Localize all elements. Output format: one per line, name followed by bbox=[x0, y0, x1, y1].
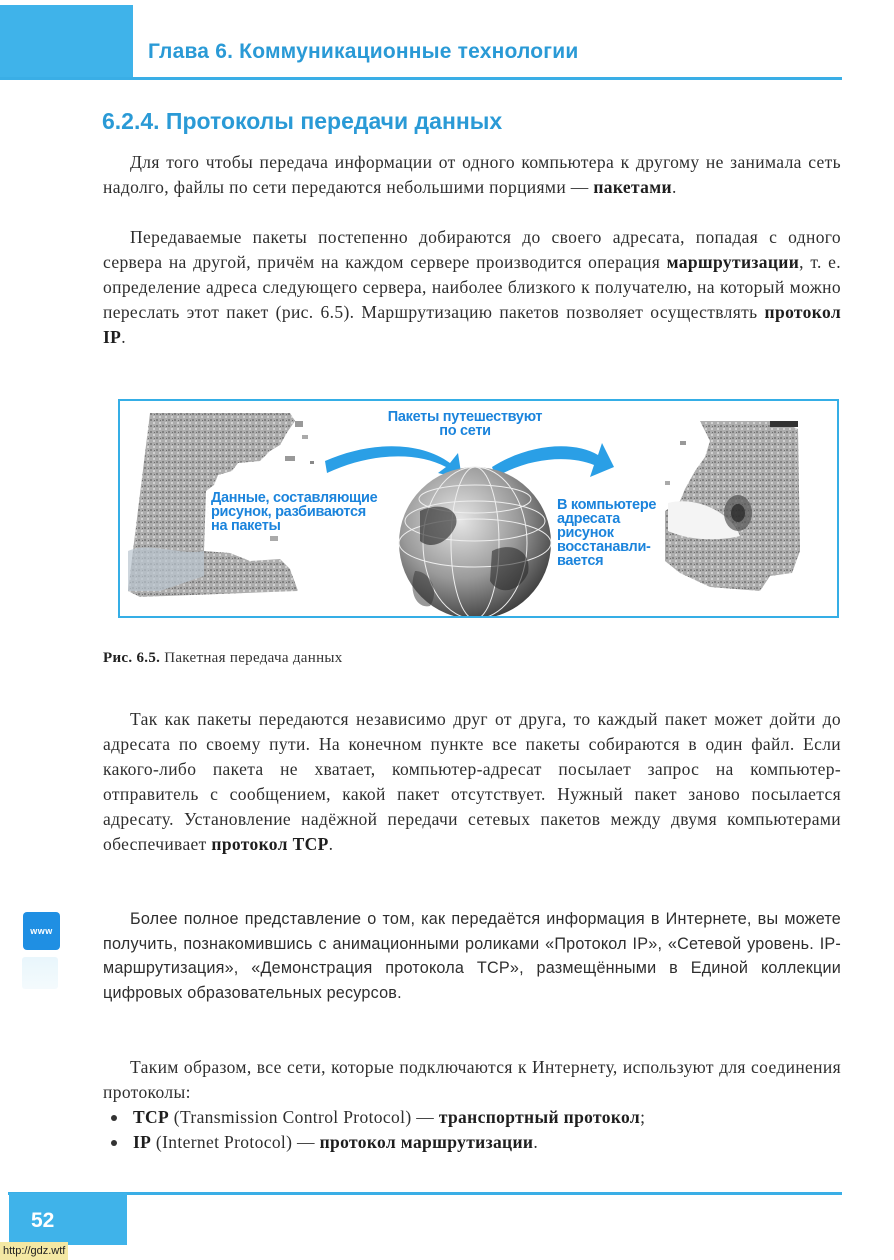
paragraph-tail: . bbox=[328, 834, 334, 854]
paragraph-web-resources: Более полное представление о том, как передаётся информация в Интернете, вы можете получить, познакомившись с анимационными роликами «Протокол IP», «Сетевой уровень. IP-маршрутизация», «Демонстрация протокола TCP», размещёнными в Единой коллекции цифровых образовательных ресурсов. bbox=[103, 910, 841, 1002]
protocol-role: протокол маршрутизации bbox=[319, 1132, 534, 1152]
caption-number: Рис. 6.5. bbox=[103, 650, 161, 666]
label-line: Пакеты путешествуют bbox=[387, 409, 543, 425]
label-data-split bbox=[211, 491, 377, 533]
list-item bbox=[103, 1105, 841, 1130]
caption-text: Пакетная передача данных bbox=[160, 650, 343, 666]
paragraph-text: Так как пакеты передаются независимо друг от друга, то каждый пакет может дойти до адресата по своему пути. На конечном пункте все пакеты собираются в один файл. Если какого-либо пакета не хватает, компьютер-адресат посылает запрос на компьютер-отправитель с сообщением, какой пакет отсутствует. Нужный пакет заново посылается адресату. Установление надёжной передачи сетевых пакетов между двумя компьютерами обеспечивает bbox=[103, 709, 841, 854]
chapter-title: Глава 6. Коммуникационные технологии bbox=[148, 40, 579, 63]
list-item bbox=[103, 1130, 841, 1155]
label-line: на пакеты bbox=[211, 518, 281, 534]
term-routing: маршрутизации bbox=[666, 252, 800, 272]
list-item-tail: . bbox=[533, 1132, 539, 1152]
paragraph-text: , т. е. определение адреса следующего сервера, наиболее близкого к получателю, на который можно переслать этот пакет (рис. 6.5). Маршрутизацию пакетов позволяет осуществлять bbox=[103, 252, 841, 322]
paragraph-text: Передаваемые пакеты постепенно добираются до своего адресата, попадая с одного сервера на другой, причём на каждом сервере производится операция bbox=[103, 227, 841, 272]
label-line: рисунок, разбиваются bbox=[211, 504, 366, 520]
figure-packet-transfer bbox=[118, 399, 839, 618]
protocol-abbr: IP bbox=[133, 1132, 152, 1152]
www-shadow-decoration bbox=[22, 957, 58, 989]
arrow-right-1 bbox=[325, 446, 462, 479]
label-line: восстанавли- bbox=[557, 539, 651, 555]
label-line: В компьютере bbox=[557, 497, 657, 513]
paragraph-packets bbox=[103, 150, 841, 200]
label-line: рисунок bbox=[557, 525, 614, 541]
term-packets: пакетами bbox=[593, 177, 672, 197]
paragraph-tail: . bbox=[121, 327, 126, 347]
label-line: адресата bbox=[557, 511, 621, 527]
figure-caption bbox=[103, 650, 343, 667]
protocol-role: транспортный протокол bbox=[438, 1107, 641, 1127]
term-tcp-protocol: протокол TCP bbox=[211, 834, 329, 854]
list-item-tail: ; bbox=[640, 1107, 646, 1127]
chapter-color-block bbox=[0, 5, 133, 79]
bullet-icon bbox=[111, 1140, 117, 1146]
bullet-icon bbox=[111, 1115, 117, 1121]
page-number-block bbox=[9, 1193, 127, 1245]
label-line: Данные, составляющие bbox=[211, 490, 378, 506]
label-line: вается bbox=[557, 553, 604, 569]
label-packets-travel bbox=[350, 410, 580, 438]
paragraph-text: Для того чтобы передача информации от одного компьютера к другому не занимала сеть надолго, файлы по сети передаются небольшими порциями — bbox=[103, 152, 841, 197]
footer-divider bbox=[8, 1192, 842, 1195]
page-number: 52 bbox=[31, 1209, 55, 1232]
paragraph-summary: Таким образом, все сети, которые подключаются к Интернету, используют для соединения протоколы: bbox=[103, 1057, 841, 1102]
protocol-abbr: TCP bbox=[133, 1107, 170, 1127]
protocol-list bbox=[103, 1105, 841, 1155]
paragraph-tail: . bbox=[671, 177, 677, 197]
globe-icon bbox=[399, 467, 551, 616]
arrow-right-2 bbox=[492, 443, 614, 477]
paragraph-tcp bbox=[103, 707, 841, 857]
label-image-restored bbox=[557, 498, 656, 568]
protocol-full-name: (Internet Protocol) — bbox=[151, 1132, 320, 1152]
label-line: по сети bbox=[439, 423, 491, 439]
term-ip-protocol: протокол IP bbox=[103, 302, 841, 347]
protocol-full-name: (Transmission Control Protocol) — bbox=[169, 1107, 439, 1127]
www-icon: www bbox=[23, 912, 60, 950]
watermark-link[interactable]: http://gdz.wtf bbox=[0, 1242, 68, 1260]
reconstructed-image-destination bbox=[665, 421, 800, 591]
paragraph-routing bbox=[103, 225, 841, 350]
header-divider bbox=[0, 77, 842, 80]
section-title: 6.2.4. Протоколы передачи данных bbox=[102, 108, 503, 134]
